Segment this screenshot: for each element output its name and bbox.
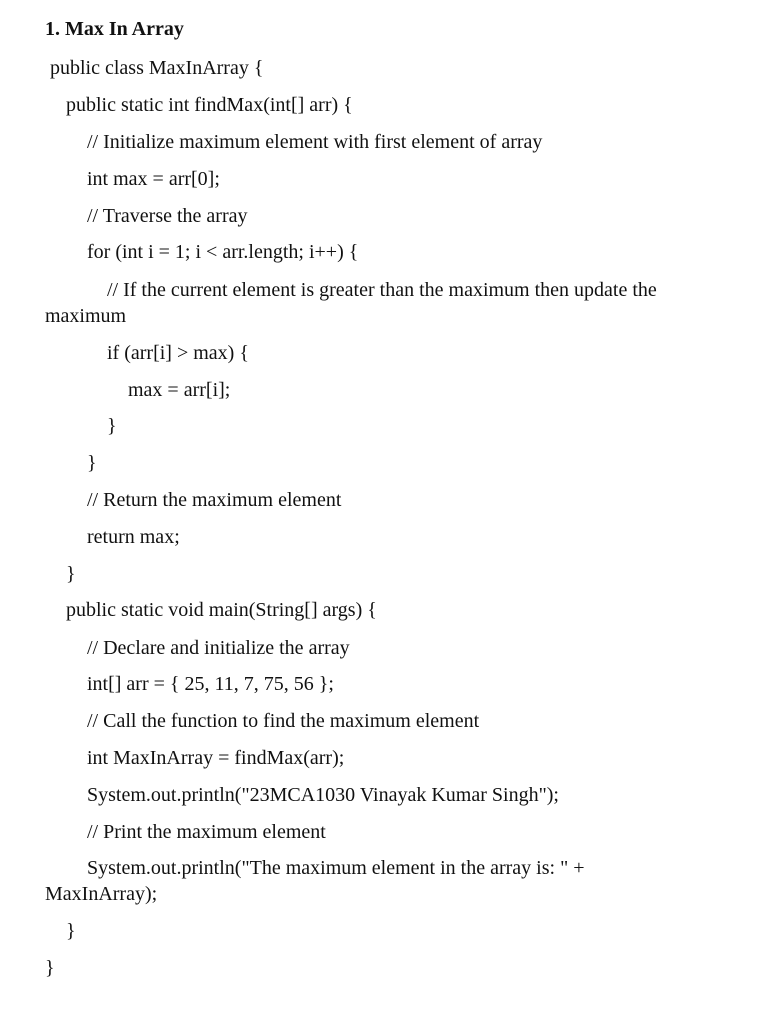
code-comment-print: // Print the maximum element	[87, 821, 326, 843]
code-line-println-max-line2: MaxInArray);	[45, 883, 158, 905]
code-line-println-max-line1: System.out.println("The maximum element in the array is: " +	[87, 857, 585, 879]
code-line-println-name: System.out.println("23MCA1030 Vinayak Kumar Singh");	[87, 784, 559, 806]
code-line-close-for: }	[87, 452, 97, 474]
code-line-return: return max;	[87, 526, 180, 548]
code-line-if-statement: if (arr[i] > max) {	[107, 342, 249, 364]
code-line-max-update: max = arr[i];	[128, 379, 231, 401]
code-line-max-init: int max = arr[0];	[87, 168, 220, 190]
code-comment-traverse: // Traverse the array	[87, 205, 248, 227]
code-comment-if-line2: maximum	[45, 305, 127, 327]
section-heading: 1. Max In Array	[45, 18, 184, 40]
code-comment-initialize: // Initialize maximum element with first element of array	[87, 131, 543, 153]
code-line-close-main: }	[66, 920, 76, 942]
code-line-for-loop: for (int i = 1; i < arr.length; i++) {	[87, 241, 359, 263]
code-line-class-declaration: public class MaxInArray {	[50, 57, 264, 79]
code-comment-declare: // Declare and initialize the array	[87, 637, 350, 659]
code-line-call: int MaxInArray = findMax(arr);	[87, 747, 345, 769]
code-line-close-class: }	[45, 957, 55, 979]
code-comment-return: // Return the maximum element	[87, 489, 342, 511]
code-line-main-declaration: public static void main(String[] args) {	[66, 599, 377, 621]
code-line-findmax-declaration: public static int findMax(int[] arr) {	[66, 94, 353, 116]
code-line-array-init: int[] arr = { 25, 11, 7, 75, 56 };	[87, 673, 334, 695]
code-comment-call: // Call the function to find the maximum element	[87, 710, 480, 732]
code-line-close-findmax: }	[66, 563, 76, 585]
code-comment-if-line1: // If the current element is greater than the maximum then update the	[107, 279, 657, 301]
code-line-close-if: }	[107, 415, 117, 437]
